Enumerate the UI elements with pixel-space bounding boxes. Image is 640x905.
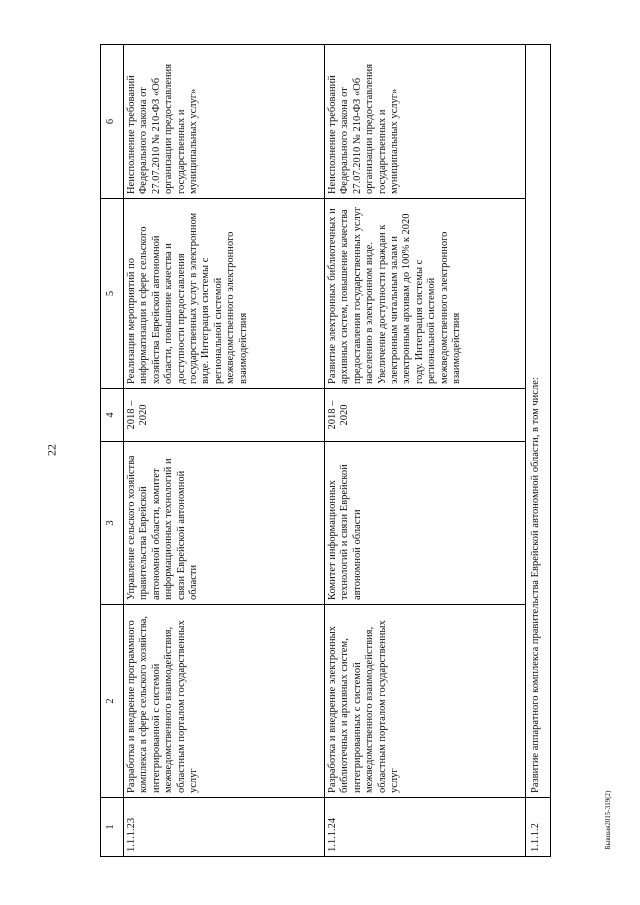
page-number: 22 — [44, 444, 59, 456]
header-col-4: 4 — [101, 389, 124, 442]
responsible-executor: Комитет информационных технологий и связи Еврейской автономной области — [325, 442, 526, 605]
row-number: 1.1.1.24 — [325, 798, 526, 857]
header-col-6: 6 — [101, 45, 124, 199]
row-number: 1.1.1.23 — [124, 798, 325, 857]
consequences: Неисполнение требований Федерального закона от 27.07.2010 № 210-ФЗ «Об организации предоставления государственных и муниципальных услуг» — [325, 45, 526, 199]
section-title: Развитие аппаратного комплекса правительства Еврейской автономной области, в том числе: — [526, 45, 551, 798]
section-row — [526, 45, 551, 857]
section-number: 1.1.1.2 — [526, 798, 551, 857]
header-col-5: 5 — [101, 199, 124, 389]
header-col-1: 1 — [101, 798, 124, 857]
header-col-3: 3 — [101, 442, 124, 605]
table-row — [325, 45, 526, 857]
table-row — [124, 45, 325, 857]
plan-table — [100, 44, 551, 857]
implementation-period: 2018 – 2020 — [124, 389, 325, 442]
expected-result: Развитие электронных библиотечных и архивных систем, повышение качества предоставления государственных услуг населению в электронном виде. Увеличение доступности граждан к электронным читальным залам и электронным архивам до 100% к 2020 году. Интеграция системы с региональной системой межведомственного электронного взаимодействия — [325, 199, 526, 389]
activity-name: Разработка и внедрение электронных библиотечных и архивных систем, интегрированных с системой межведомственного взаимодействия, областным порталом государственных услуг — [325, 605, 526, 798]
consequences: Неисполнение требований Федерального закона от 27.07.2010 № 210-ФЗ «Об организации предоставления государственных и муниципальных услуг» — [124, 45, 325, 199]
expected-result: Реализация мероприятий по информатизации в сфере сельского хозяйства Еврейской автономной области, повышение качества и доступности предоставления государственных услуг в электронном виде. Интеграция системы с региональной системой межведомственного электронного взаимодействия — [124, 199, 325, 389]
responsible-executor: Управление сельского хозяйства правительства Еврейской автономной области, комитет информационных технологий и связи Еврейской автономной области — [124, 442, 325, 605]
document-id: Бывшая2015-319(2) — [604, 790, 612, 850]
header-col-2: 2 — [101, 605, 124, 798]
rotated-table-container — [100, 45, 582, 857]
implementation-period: 2018 – 2020 — [325, 389, 526, 442]
activity-name: Разработка и внедрение программного комплекса в сфере сельского хозяйства, интегрированной с системой межведомственного взаимодействия, областным порталом государственных услуг — [124, 605, 325, 798]
table-header-row — [101, 45, 124, 857]
